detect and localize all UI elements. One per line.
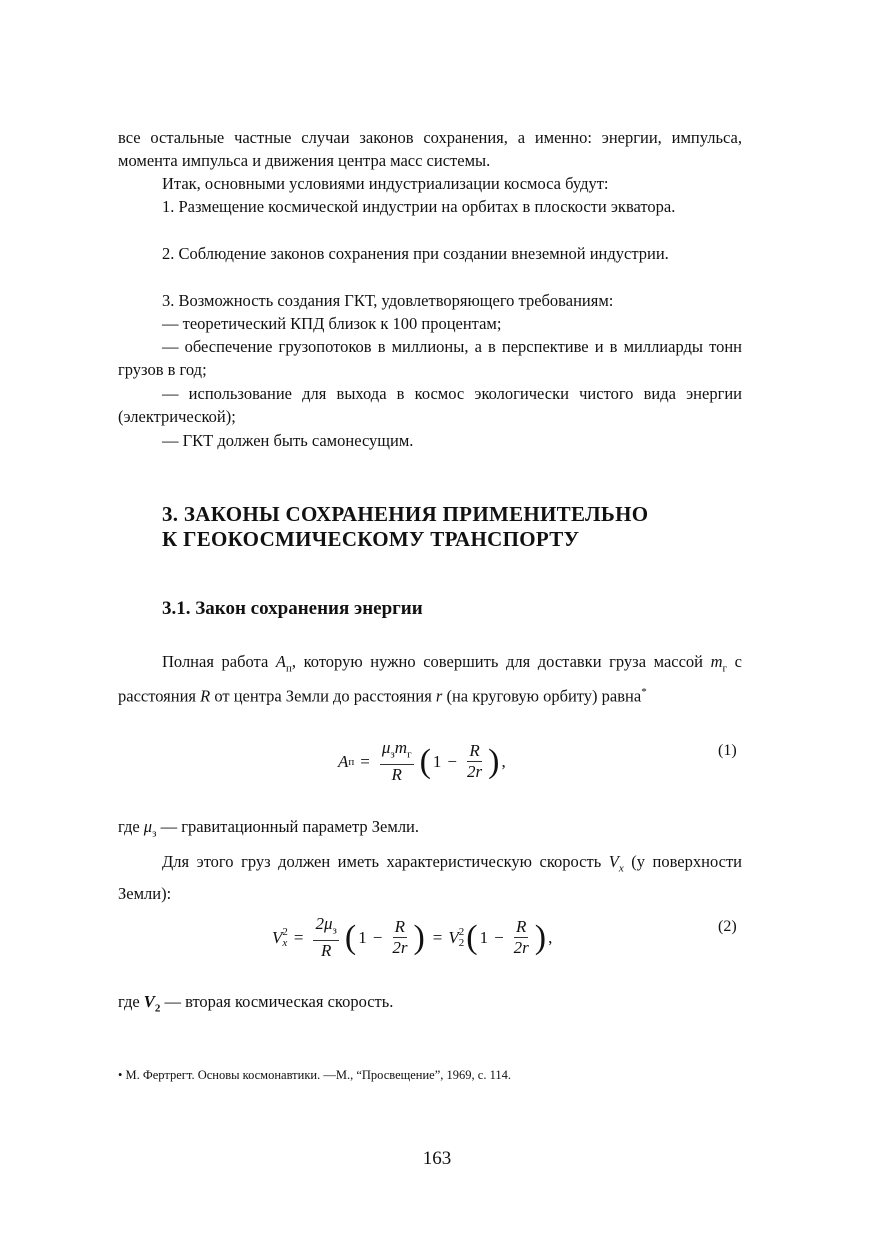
list-item: 2. Соблюдение законов сохранения при создании внеземной индустрии. [162, 244, 669, 263]
paragraph: где $V_2$ — вторая космическая скорость. [118, 992, 394, 1015]
equation-2: V 2 x = $\frac{2\mu_з}{R}$ ( 1 − $\frac{R}{2r}$ ) = V 2 2 ( 1 − $\frac{R}{2r}$ ) , [272, 914, 553, 961]
equation-number: (2) [718, 918, 737, 935]
subsection-title: 3.1. Закон сохранения энергии [162, 598, 423, 619]
page-number: 163 [422, 1148, 452, 1169]
list-item: 1. Размещение космической индустрии на орбитах в плоскости экватора. [162, 197, 676, 216]
equation-1: A п = $\frac{\mu_зm_г}{R}$ ( 1 − $\frac{R}{2r}$ ) , [338, 738, 506, 785]
list-item: — обеспечение грузопотоков в миллионы, а в перспективе и в миллиарды тонн грузов в год; [118, 337, 742, 380]
paragraph: все остальные частные случаи законов сохранения, а именно: энергии, импульса, момента импульса и движения центра масс системы. [118, 128, 742, 171]
list-item: — ГКТ должен быть самонесущим. [162, 431, 414, 450]
paragraph: Полная работа $A_п$, которую нужно совершить для доставки груза массой $m_г$ с расстояния R от центра Земли до расстояния r (на круговую орбиту) равна* [118, 652, 742, 705]
section-title-line: 3. ЗАКОНЫ СОХРАНЕНИЯ ПРИМЕНИТЕЛЬНО [162, 502, 649, 526]
paragraph: Итак, основными условиями индустриализации космоса будут: [162, 174, 609, 193]
paragraph: Для этого груз должен иметь характеристическую скорость $V_x$ (у поверхности Земли): [118, 852, 742, 904]
list-item: — теоретический КПД близок к 100 процентам; [162, 314, 502, 333]
section-title [162, 502, 648, 552]
equation-number: (1) [718, 742, 737, 759]
list-item: 3. Возможность создания ГКТ, удовлетворяющего требованиям: [162, 291, 614, 310]
section-title-line: К ГЕОКОСМИЧЕСКОМУ ТРАНСПОРТУ [162, 527, 580, 551]
footnote: • М. Фертрегт. Основы космонавтики. —М., “Просвещение”, 1969, с. 114. [118, 1068, 511, 1082]
paragraph: где $\mu_з$ — гравитационный параметр Земли. [118, 817, 420, 840]
list-item: — использование для выхода в космос экологически чистого вида энергии (электрической); [118, 384, 742, 427]
